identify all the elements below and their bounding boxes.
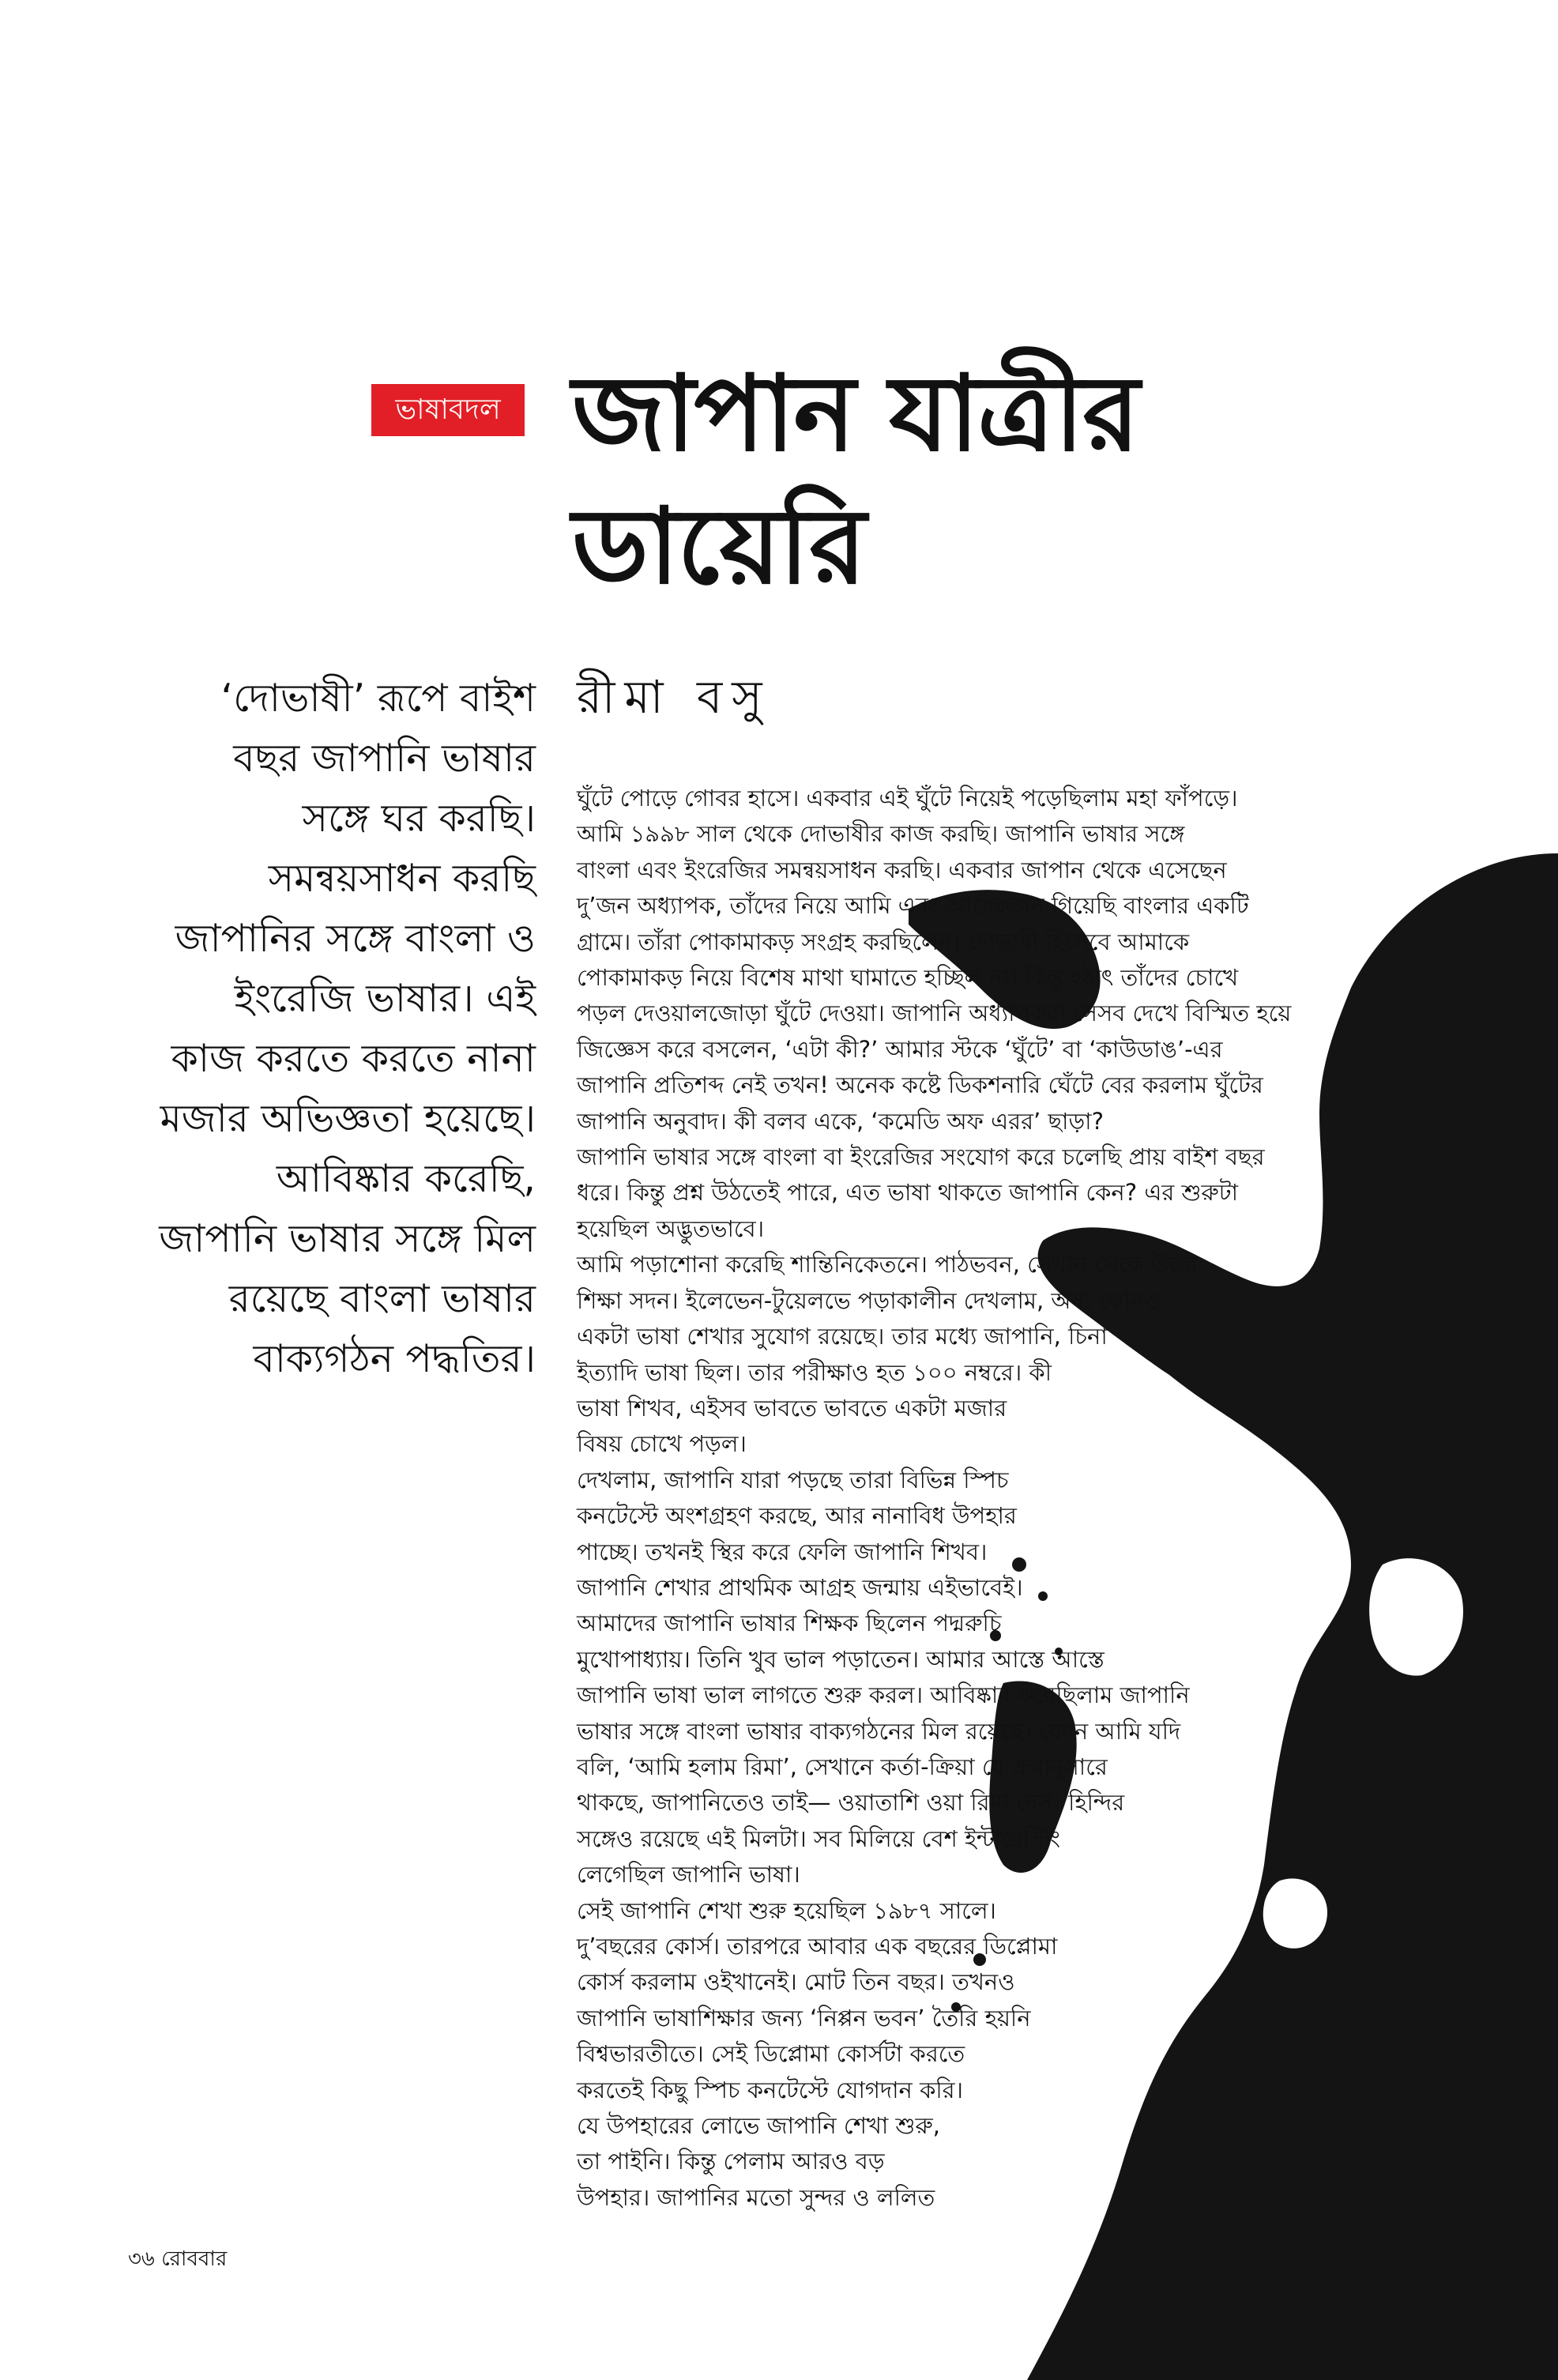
pullquote-line: বছর জাপানি ভাষার — [233, 736, 536, 781]
body-line: পাচ্ছে। তখনই স্থির করে ফেলি জাপানি শিখব। — [577, 1538, 988, 1565]
body-line: কনটেস্টে অংশগ্রহণ করছে, আর নানাবিধ উপহার — [577, 1502, 1017, 1530]
pullquote-line: ইংরেজি ভাষার। এই — [234, 976, 536, 1021]
body-line: জাপানি প্রতিশব্দ নেই তখন! অনেক কষ্টে ডিকশনারি ঘেঁটে বের করলাম ঘুঁটের — [577, 1071, 1263, 1099]
body-line: পড়ল দেওয়ালজোড়া ঘুঁটে দেওয়া। জাপানি অধ্যাপকরা সেসব দেখে বিস্মিত হয়ে — [577, 1000, 1292, 1027]
body-line: পোকামাকড় নিয়ে বিশেষ মাথা ঘামাতে হচ্ছিল না। কিন্তু হঠাৎ তাঁদের চোখে — [577, 964, 1239, 992]
body-line: উপহার। জাপানির মতো সুন্দর ও ললিত — [577, 2183, 935, 2211]
body-line: সঙ্গেও রয়েছে এই মিলটা। সব মিলিয়ে বেশ ইন্টারেস্টিং — [577, 1825, 1060, 1852]
body-line: জাপানি ভাষার সঙ্গে বাংলা বা ইংরেজির সংযোগ করে চলেছি প্রায় বাইশ বছর — [577, 1143, 1265, 1171]
pullquote-line: রয়েছে বাংলা ভাষার — [228, 1276, 536, 1321]
body-line: হয়েছিল অদ্ভুতভাবে। — [577, 1214, 765, 1242]
pullquote-line: আবিষ্কার করেছি, — [276, 1156, 536, 1201]
body-line: জাপানি ভাষাশিক্ষার জন্য ‘নিপ্পন ভবন’ তৈরি হয়নি — [577, 2004, 1031, 2032]
pullquote-line: ‘দোভাষী’ রূপে বাইশ — [220, 676, 536, 721]
pullquote-line: জাপানি ভাষার সঙ্গে মিল — [159, 1216, 536, 1261]
body-line: আমি ১৯৯৮ সাল থেকে দোভাষীর কাজ করছি। জাপানি ভাষার সঙ্গে — [577, 820, 1185, 848]
pullquote-line: সমন্বয়সাধন করছি — [268, 856, 536, 901]
body-line: শিক্ষা সদন। ইলেভেন-টুয়েলভে পড়াকালীন দেখলাম, অন্য কোনও — [577, 1286, 1161, 1314]
body-line: তা পাইনি। কিন্তু পেলাম আরও বড় — [577, 2148, 885, 2175]
body-line: জাপানি ভাষা ভাল লাগতে শুরু করল। আবিষ্কার করেছিলাম জাপানি — [577, 1681, 1190, 1709]
body-line: থাকছে, জাপানিতেও তাই— ওয়াতাশি ওয়া রিমা দেস। হিন্দির — [577, 1789, 1125, 1817]
section-tag: ভাষাবদল — [371, 384, 525, 436]
body-line: ইত্যাদি ভাষা ছিল। তার পরীক্ষাও হত ১০০ নম্বরে। কী — [577, 1358, 1052, 1386]
body-line: ধরে। কিন্তু প্রশ্ন উঠতেই পারে, এত ভাষা থাকতে জাপানি কেন? এর শুরুটা — [577, 1179, 1238, 1207]
article-title — [572, 348, 1283, 613]
body-line: ঘুঁটে পোড়ে গোবর হাসে। একবার এই ঘুঁটে নিয়েই পড়েছিলাম মহা ফাঁপড়ে। — [577, 785, 1238, 812]
pullquote-line: মজার অভিজ্ঞতা হয়েছে। — [160, 1096, 536, 1141]
pullquote-line: কাজ করতে করতে নানা — [171, 1036, 536, 1081]
body-line: করতেই কিছু স্পিচ কনটেস্টে যোগদান করি। — [577, 2076, 963, 2103]
body-line: আমি পড়াশোনা করেছি শান্তিনিকেতনে। পাঠভবন, সেখান থেকে উত্তর — [577, 1251, 1199, 1278]
body-line: যে উপহারের লোভে জাপানি শেখা শুরু, — [577, 2112, 940, 2140]
body-line: বিশ্বভারতীতে। সেই ডিপ্লোমা কোর্সটা করতে — [577, 2040, 965, 2068]
body-line: গ্রামে। তাঁরা পোকামাকড় সংগ্রহ করছিলেন। দোভাষী হিসেবে আমাকে — [577, 928, 1190, 955]
pullquote-line: বাক্যগঠন পদ্ধতির। — [253, 1336, 536, 1381]
body-line: দু’বছরের কোর্স। তারপরে আবার এক বছরের ডিপ্লোমা — [577, 1933, 1058, 1960]
body-line: বিষয় চোখে পড়ল। — [577, 1430, 747, 1458]
body-line: লেগেছিল জাপানি ভাষা। — [577, 1861, 800, 1889]
body-line: দু’জন অধ্যাপক, তাঁদের নিয়ে আমি এবং আরেকজন গিয়েছি বাংলার একটি — [577, 892, 1249, 920]
body-line: একটা ভাষা শেখার সুযোগ রয়েছে। তার মধ্যে জাপানি, চিনা — [577, 1323, 1108, 1350]
body-line: ভাষা শিখব, এইসব ভাবতে ভাবতে একটা মজার — [577, 1394, 1007, 1422]
body-line: জাপানি শেখার প্রাথমিক আগ্রহ জন্মায় এইভাবেই। — [577, 1573, 1023, 1601]
body-line: জিজ্ঞেস করে বসলেন, ‘এটা কী?’ আমার স্টকে ‘ঘুঁটে’ বা ‘কাউডাঙ’-এর — [577, 1035, 1223, 1063]
title-line-2: ডায়েরি — [572, 486, 865, 608]
pullquote-line: সঙ্গে ঘর করছি। — [302, 796, 536, 841]
body-line: মুখোপাধ্যায়। তিনি খুব ভাল পড়াতেন। আমার আস্তে আস্তে — [577, 1645, 1105, 1673]
article-body — [577, 781, 1367, 2216]
body-line: বলি, ‘আমি হলাম রিমা’, সেখানে কর্তা-ক্রিয়া যে ক্রমানুসারে — [577, 1753, 1108, 1780]
body-line: বাংলা এবং ইংরেজির সমন্বয়সাধন করছি। একবার জাপান থেকে এসেছেন — [577, 856, 1227, 883]
pull-quote — [103, 668, 536, 1389]
pullquote-line: জাপানির সঙ্গে বাংলা ও — [175, 916, 536, 961]
body-line: কোর্স করলাম ওইখানেই। মোট তিন বছর। তখনও — [577, 1968, 1015, 1996]
title-line-1: জাপান যাত্রীর — [572, 353, 1138, 475]
body-line: জাপানি অনুবাদ। কী বলব একে, ‘কমেডি অফ এরর’ ছাড়া? — [577, 1107, 1104, 1135]
body-line: সেই জাপানি শেখা শুরু হয়েছিল ১৯৮৭ সালে। — [577, 1896, 996, 1924]
page-folio: ৩৬ রোববার — [128, 2247, 228, 2271]
body-line: দেখলাম, জাপানি যারা পড়ছে তারা বিভিন্ন স্পিচ — [577, 1466, 1009, 1493]
body-line: ভাষার সঙ্গে বাংলা ভাষার বাক্যগঠনের মিল রয়েছে। যেমন আমি যদি — [577, 1717, 1181, 1745]
author-byline: রীমা বসু — [577, 670, 772, 724]
body-line: আমাদের জাপানি ভাষার শিক্ষক ছিলেন পদ্মরুচি — [577, 1610, 1002, 1637]
